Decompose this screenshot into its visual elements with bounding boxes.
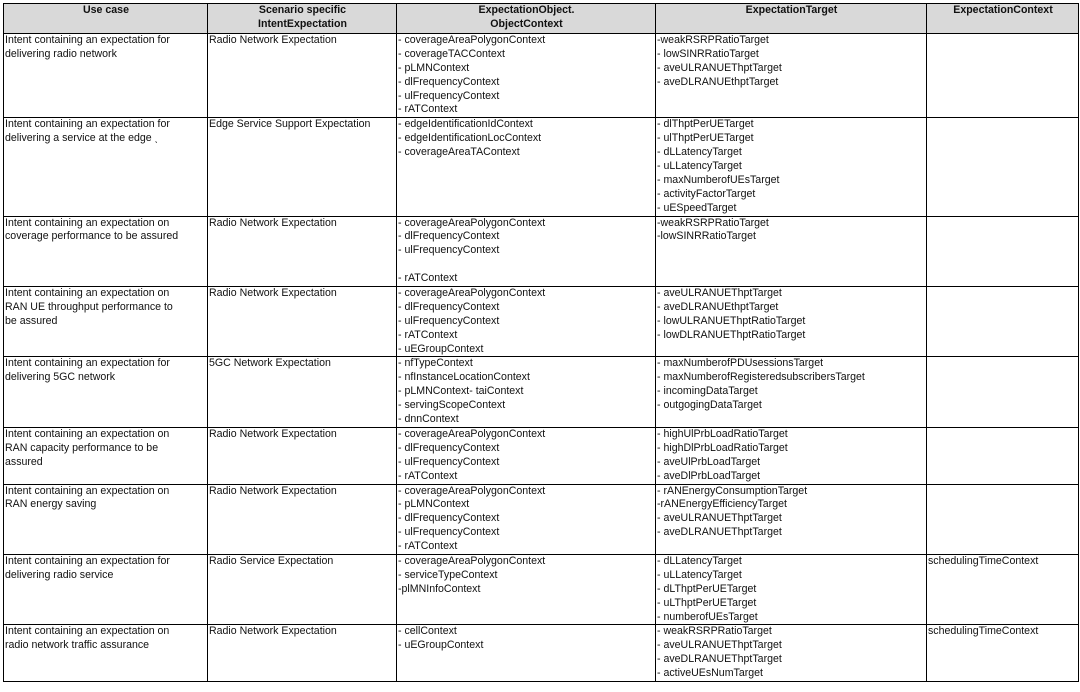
header-expectation-target: [656, 4, 927, 34]
header-line: ExpectationContext: [953, 4, 1053, 16]
scenario-cell-line: Radio Network Expectation: [209, 34, 337, 46]
scenario-cell-line: Radio Network Expectation: [209, 484, 337, 497]
use-case-cell: [4, 118, 208, 216]
object-context-cell-line: - dnnContext: [398, 413, 459, 426]
object-context-cell: [397, 34, 656, 118]
use-case-cell: [4, 484, 208, 554]
object-context-cell-line: - rATContext: [398, 328, 458, 341]
expectation-target-cell: [656, 287, 927, 357]
scenario-cell: [208, 34, 397, 118]
expectation-target-cell-line: - lowULRANUEThptRatioTarget: [657, 314, 806, 327]
scenario-cell: [208, 427, 397, 484]
object-context-cell-line: - dlFrequencyContext: [398, 230, 500, 243]
expectation-context-cell-line: schedulingTimeContext: [928, 554, 1039, 567]
expectation-target-cell-line: - maxNumberofPDUsessionsTarget: [657, 357, 824, 370]
object-context-cell-line: - dlFrequencyContext: [398, 75, 500, 88]
use-case-cell-line: Intent containing an expectation for: [5, 118, 170, 131]
object-context-cell-line: - coverageTACContext: [398, 47, 505, 60]
header-line: Use case: [83, 4, 129, 16]
expectation-target-cell-line: - aveULRANUEThptTarget: [657, 512, 782, 525]
scenario-cell: [208, 216, 397, 286]
use-case-cell-line: RAN UE throughput performance to: [5, 300, 173, 313]
object-context-cell-line: - pLMNContext: [398, 498, 470, 511]
expectation-target-cell-line: - outgogingDataTarget: [657, 399, 762, 412]
expectation-target-cell-line: -rANEnergyEfficiencyTarget: [657, 498, 787, 511]
use-case-cell-line: Intent containing an expectation on: [5, 484, 170, 497]
use-case-cell: [4, 287, 208, 357]
object-context-cell-line: - rATContext: [398, 272, 458, 285]
use-case-cell-line: assured: [5, 455, 43, 468]
expectation-context-cell: [927, 625, 1079, 682]
expectation-target-cell-line: - aveDLRANUEthptTarget: [657, 75, 779, 88]
expectation-target-cell-line: - aveDLRANUEThptTarget: [657, 526, 782, 539]
table-header-row: [4, 4, 1079, 34]
use-case-cell: [4, 554, 208, 624]
object-context-cell-line: - coverageAreaPolygonContext: [398, 427, 546, 440]
expectation-target-cell-line: - maxNumberofRegisteredsubscribersTarget: [657, 371, 865, 384]
expectation-target-cell: [656, 34, 927, 118]
table-row: [4, 287, 1079, 357]
object-context-cell-line: - ulFrequencyContext: [398, 89, 500, 102]
use-case-cell-line: Intent containing an expectation for: [5, 554, 170, 567]
use-case-cell-line: delivering a service at the edge ˎ: [5, 132, 159, 145]
object-context-cell-line: - rATContext: [398, 540, 458, 553]
expectation-target-cell-line: - dlThptPerUETarget: [657, 118, 754, 131]
table-row: [4, 625, 1079, 682]
table-row: [4, 34, 1079, 118]
object-context-cell: [397, 625, 656, 682]
scenario-cell-line: Radio Network Expectation: [209, 216, 337, 229]
object-context-cell-line: - nfInstanceLocationContext: [398, 371, 530, 384]
use-case-cell: [4, 427, 208, 484]
expectation-context-cell: [927, 357, 1079, 427]
use-case-cell-line: delivering radio service: [5, 568, 114, 581]
object-context-cell: [397, 216, 656, 286]
object-context-cell-line: - dlFrequencyContext: [398, 300, 500, 313]
use-case-cell-line: delivering 5GC network: [5, 371, 116, 384]
object-context-cell-line: - nfTypeContext: [398, 357, 473, 370]
expectation-target-cell-line: - dLThptPerUETarget: [657, 582, 757, 595]
use-case-cell: [4, 216, 208, 286]
object-context-cell-line: - coverageAreaPolygonContext: [398, 216, 546, 229]
object-context-cell: [397, 484, 656, 554]
expectation-target-cell-line: - uLThptPerUETarget: [657, 596, 757, 609]
header-object-context: [397, 4, 656, 34]
use-case-cell-line: Intent containing an expectation for: [5, 357, 170, 370]
use-case-cell-line: Intent containing an expectation on: [5, 287, 170, 300]
expectation-target-cell-line: - dLLatencyTarget: [657, 146, 742, 159]
object-context-cell-line: - coverageAreaPolygonContext: [398, 554, 546, 567]
header-line: ObjectContext: [490, 17, 563, 30]
use-case-cell-line: be assured: [5, 314, 58, 327]
use-case-cell-line: RAN capacity performance to be: [5, 441, 159, 454]
object-context-cell-line: - dlFrequencyContext: [398, 441, 500, 454]
object-context-cell-line: - ulFrequencyContext: [398, 244, 500, 257]
object-context-cell-line: - rATContext: [398, 103, 458, 116]
scenario-cell: [208, 554, 397, 624]
expectation-target-cell-line: - lowSINRRatioTarget: [657, 47, 759, 60]
scenario-cell-line: Edge Service Support Expectation: [209, 118, 371, 131]
expectation-target-cell: [656, 427, 927, 484]
object-context-cell-line: - ulFrequencyContext: [398, 455, 500, 468]
object-context-cell-line: - rATContext: [398, 469, 458, 482]
scenario-cell-line: Radio Network Expectation: [209, 427, 337, 440]
expectation-target-cell-line: - uESpeedTarget: [657, 201, 737, 214]
expectation-target-cell-line: - weakRSRPRatioTarget: [657, 625, 772, 638]
expectation-target-cell-line: - numberofUEsTarget: [657, 610, 758, 623]
object-context-cell-line: - servingScopeContext: [398, 399, 506, 412]
expectation-target-cell-line: - highUlPrbLoadRatioTarget: [657, 427, 788, 440]
expectation-target-cell-line: - incomingDataTarget: [657, 385, 758, 398]
expectation-target-cell-line: -lowSINRRatioTarget: [657, 230, 756, 243]
use-case-cell: [4, 357, 208, 427]
use-case-cell-line: Intent containing an expectation for: [5, 34, 170, 46]
expectation-target-cell: [656, 625, 927, 682]
use-case-cell-line: Intent containing an expectation on: [5, 216, 170, 229]
use-case-cell-line: coverage performance to be assured: [5, 230, 179, 243]
object-context-cell-line: - edgeIdentificationIdContext: [398, 118, 533, 131]
expectation-target-cell-line: - uLLatencyTarget: [657, 568, 742, 581]
expectation-context-cell-line: schedulingTimeContext: [928, 625, 1039, 638]
table-row: [4, 216, 1079, 286]
scenario-cell: [208, 287, 397, 357]
object-context-cell-line: - ulFrequencyContext: [398, 526, 500, 539]
expectation-target-cell: [656, 554, 927, 624]
expectation-target-cell-line: - maxNumberofUEsTarget: [657, 173, 780, 186]
expectation-context-cell: [927, 34, 1079, 118]
expectation-target-cell: [656, 216, 927, 286]
object-context-cell-line: - uEGroupContext: [398, 342, 484, 355]
table-body: [4, 34, 1079, 682]
scenario-cell: [208, 484, 397, 554]
table-row: [4, 484, 1079, 554]
object-context-cell-line: [398, 258, 655, 272]
object-context-cell-line: - coverageAreaPolygonContext: [398, 287, 546, 300]
expectation-context-cell: [927, 216, 1079, 286]
object-context-cell-line: - serviceTypeContext: [398, 568, 498, 581]
header-scenario: [208, 4, 397, 34]
expectation-target-cell-line: -weakRSRPRatioTarget: [657, 216, 769, 229]
header-use-case: [4, 4, 208, 34]
table-row: [4, 118, 1079, 216]
object-context-cell-line: - pLMNContext: [398, 61, 470, 74]
scenario-cell-line: Radio Network Expectation: [209, 625, 337, 638]
scenario-cell: [208, 357, 397, 427]
scenario-cell: [208, 118, 397, 216]
expectation-target-cell-line: -weakRSRPRatioTarget: [657, 34, 769, 46]
use-case-cell-line: delivering radio network: [5, 47, 117, 60]
object-context-cell: [397, 118, 656, 216]
expectation-target-cell-line: - dLLatencyTarget: [657, 554, 742, 567]
expectation-target-cell-line: - aveULRANUEThptTarget: [657, 639, 782, 652]
expectation-target-cell-line: - aveULRANUEThptTarget: [657, 287, 782, 300]
expectation-context-cell: [927, 287, 1079, 357]
expectation-target-cell-line: - activityFactorTarget: [657, 187, 756, 200]
object-context-cell-line: -plMNInfoContext: [398, 582, 481, 595]
expectation-context-cell: [927, 484, 1079, 554]
expectation-target-cell-line: - activeUEsNumTarget: [657, 667, 763, 680]
object-context-cell: [397, 427, 656, 484]
header-line: Scenario specific: [258, 4, 347, 16]
object-context-cell-line: - edgeIdentificationLocContext: [398, 132, 542, 145]
expectation-target-cell-line: - aveDLRANUEThptTarget: [657, 653, 782, 666]
object-context-cell: [397, 357, 656, 427]
expectation-target-cell: [656, 484, 927, 554]
header-line: IntentExpectation: [258, 17, 347, 30]
scenario-cell: [208, 625, 397, 682]
object-context-cell-line: - uEGroupContext: [398, 639, 484, 652]
expectation-context-cell: [927, 554, 1079, 624]
table-row: [4, 427, 1079, 484]
table-row: [4, 357, 1079, 427]
object-context-cell-line: - pLMNContext- taiContext: [398, 385, 524, 398]
intent-use-case-table: [3, 3, 1079, 682]
header-expectation-context: [927, 4, 1079, 34]
scenario-cell-line: Radio Service Expectation: [209, 554, 334, 567]
object-context-cell-line: - coverageAreaPolygonContext: [398, 484, 546, 497]
use-case-cell-line: RAN energy saving: [5, 498, 97, 511]
object-context-cell-line: - coverageAreaPolygonContext: [398, 34, 546, 46]
expectation-context-cell: [927, 118, 1079, 216]
expectation-target-cell-line: - aveUlPrbLoadTarget: [657, 455, 761, 468]
use-case-cell: [4, 34, 208, 118]
header-line: ExpectationTarget: [745, 4, 838, 16]
expectation-target-cell-line: - rANEnergyConsumptionTarget: [657, 484, 808, 497]
use-case-cell: [4, 625, 208, 682]
expectation-target-cell-line: - highDlPrbLoadRatioTarget: [657, 441, 788, 454]
use-case-cell-line: radio network traffic assurance: [5, 639, 150, 652]
object-context-cell-line: - dlFrequencyContext: [398, 512, 500, 525]
use-case-cell-line: Intent containing an expectation on: [5, 625, 170, 638]
expectation-target-cell-line: - aveULRANUEThptTarget: [657, 61, 782, 74]
expectation-target-cell: [656, 118, 927, 216]
expectation-target-cell: [656, 357, 927, 427]
scenario-cell-line: Radio Network Expectation: [209, 287, 337, 300]
object-context-cell-line: - ulFrequencyContext: [398, 314, 500, 327]
expectation-target-cell-line: - aveDLRANUEthptTarget: [657, 300, 779, 313]
scenario-cell-line: 5GC Network Expectation: [209, 357, 331, 370]
use-case-cell-line: Intent containing an expectation on: [5, 427, 170, 440]
expectation-context-cell: [927, 427, 1079, 484]
header-line: ExpectationObject.: [478, 4, 575, 16]
expectation-target-cell-line: - aveDlPrbLoadTarget: [657, 469, 761, 482]
expectation-target-cell-line: - ulThptPerUETarget: [657, 132, 754, 145]
table-row: [4, 554, 1079, 624]
object-context-cell: [397, 287, 656, 357]
object-context-cell: [397, 554, 656, 624]
object-context-cell-line: - coverageAreaTAContext: [398, 146, 520, 159]
object-context-cell-line: - cellContext: [398, 625, 457, 638]
expectation-target-cell-line: - lowDLRANUEThptRatioTarget: [657, 328, 806, 341]
expectation-target-cell-line: - uLLatencyTarget: [657, 160, 742, 173]
